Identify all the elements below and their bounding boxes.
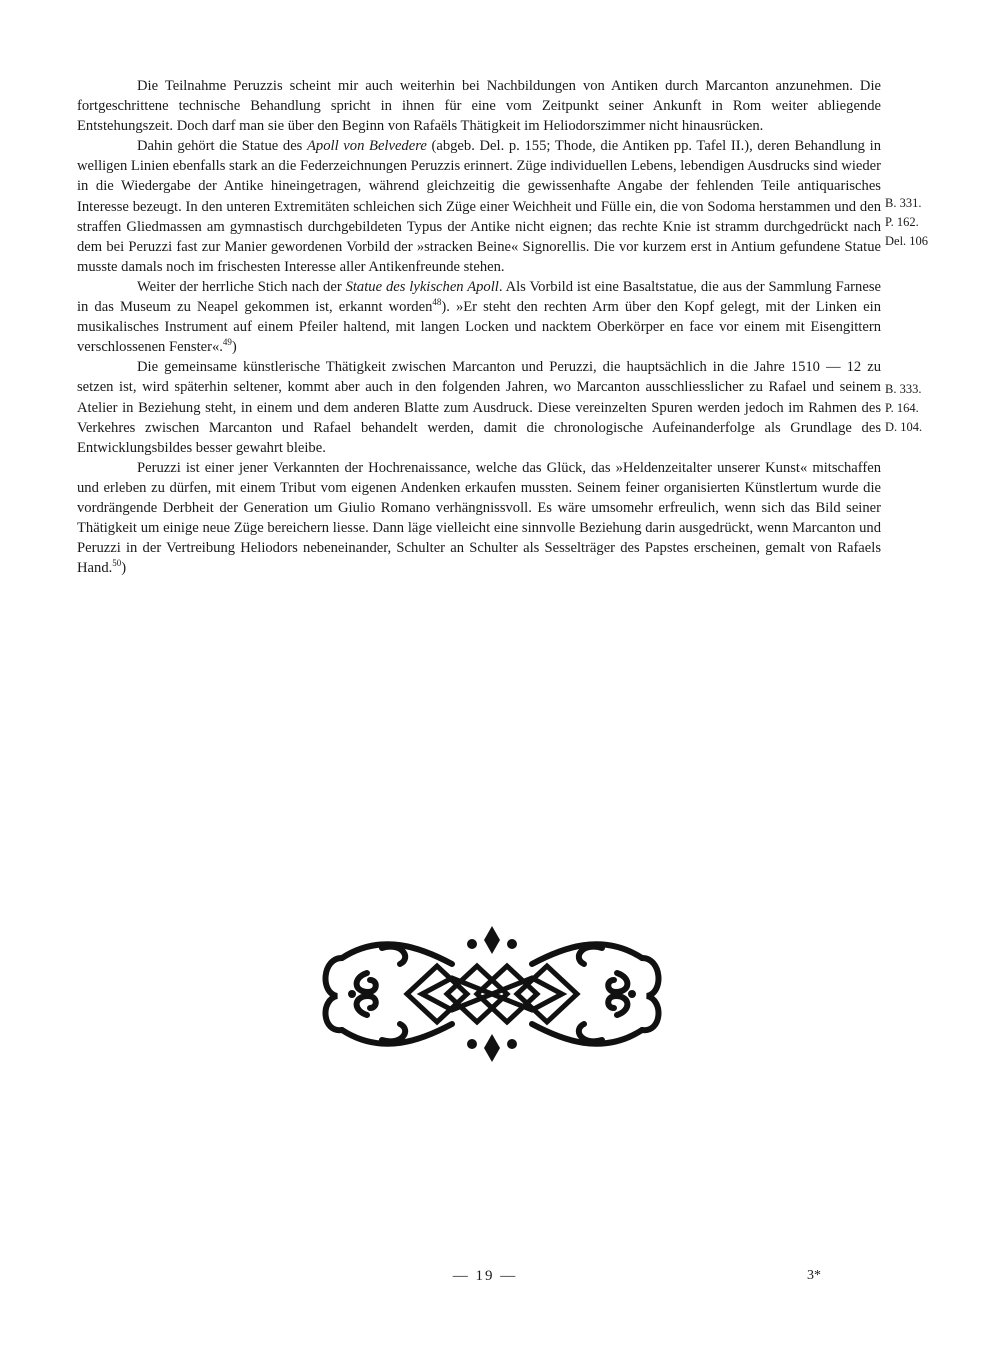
artwork-title-lykischer-apoll: Statue des lykischen Apoll [345,278,499,295]
margin-ref-line: P. 164. [885,401,919,415]
paragraph-1: Die Teilnahme Peruzzis scheint mir auch weiterhin bei Nachbildungen von Antiken durch Marcanton anzunehmen. Die fortgeschrittene technische Behandlung spricht in ihnen für eine vom Zeitpunkt seiner Ankunft in Rom weiter abliegende Entstehungszeit. Doch darf man sie über den Beginn von Rafaëls Thätigkeit im Heliodorszimmer nicht hinausrücken. [77,78,881,135]
paragraph-2-text-a: Dahin gehört die Statue des [137,138,308,155]
margin-ref-line: Del. 106 [885,234,929,248]
paragraph-5 [77,458,881,579]
margin-ref-line: B. 331. [885,196,922,210]
margin-ref-line: B. 333. [885,382,922,396]
paragraph-5-text-b: ) [121,560,127,577]
page-number: — 19 — [452,1268,518,1284]
paragraph-3-text-d: ) [231,339,237,356]
body-text [77,76,881,578]
paragraph-3-text-c: ). »Er steht den rechten Arm über den Kopf gelegt, mit der Linken ein musikalisches Instrument auf einem Pfeiler haltend, mit langen Locken und nacktem Oberkörper en face vor einem mit Eisengittern verschlossenen Fenster«. [77,299,882,356]
paragraph-5-text-a: Peruzzi ist einer jener Verkannten der Hochrenaissance, welche das Glück, das »Heldenzeitalter unserer Kunst« mitschaffen und erleben zu dürfen, mit einem Tribut vom eigenen Andenken erkaufen mussten. Seinem feiner organisierten Künstlertum wurde die vordrängende Derbheit der Generation um Giulio Romano verhängnissvoll. Es wäre umsomehr erfreulich, wenn sich das Bild seiner Thätigkeit um einige neue Züge bereichern liesse. Dann läge vielleicht eine sinnvolle Beziehung darin ausgedrückt, wenn Marcanton und Peruzzi in der Vertreibung Heliodors nebeneinander, Schulter an Schulter als Sesselträger des Papstes erscheinen, gemalt von Rafaels Hand. [77,459,881,577]
footnote-ref-48: 48 [432,297,442,308]
paragraph-2 [77,136,881,277]
margin-references-apoll-belvedere [885,194,928,251]
paragraph-3 [77,277,881,357]
margin-ref-line: D. 104. [885,420,923,434]
footnote-ref-49: 49 [222,337,232,348]
paragraph-3-text-b: . Als Vorbild ist eine Basaltstatue, die aus der Sammlung Farnese in das Museum zu Neapel gekommen ist, erkannt worden [77,278,881,316]
artwork-title-apoll-belvedere: Apoll von Belvedere [307,138,427,155]
paragraph-3-text-a: Weiter der herrliche Stich nach der [137,278,346,295]
paragraph-4: Die gemeinsame künstlerische Thätigkeit zwischen Marcanton und Peruzzi, die hauptsächlich in die Jahre 1510 — 12 zu setzen ist, wird späterhin seltener, kommt aber auch in den folgenden Jahren, wo Marcanton ausschliesslicher zu Rafael und seinem Atelier in Beziehung steht, in einem und dem anderen Blatte zum Ausdruck. Diese vereinzelten Spuren werden jedoch im Rahmen des Verkehres zwischen Marcanton und Rafael behandelt werden, damit die chronologische Aufeinanderfolge als Grundlage des Entwicklungsbildes besser gewahrt bleibe. [77,359,881,456]
signature-mark: 3* [807,1268,821,1283]
margin-ref-line: P. 162. [885,215,919,229]
margin-references-lykischer-apoll [885,380,922,437]
footnote-ref-50: 50 [112,558,122,569]
ornamental-vignette [312,918,672,1068]
paragraph-2-text-b: (abgeb. Del. p. 155; Thode, die Antiken pp. Tafel II.), deren Behandlung in welligen Linien ebenfalls stark an die Federzeichnungen Peruzzis erinnert. Züge individuellen Lebens, lebendigen Ausdrucks sind wieder in die Wiedergabe der Antike hineingetragen, während gleichzeitig die gewissenhafte Angabe der fehlenden Teile antiquarisches Interesse bezeugt. In den unteren Extremitäten schleichen sich Züge einer Weichheit und Fülle ein, die von Sodoma herstammen und den straffen Gliedmassen am gymnastisch durchgebildeten Typus der Antike nicht eignen; das rechte Knie ist stramm durchgedrückt nach dem bei Peruzzi fast zur Manier gewordenen Vorbild der »stracken Beine« Signorellis. Die vor kurzem erst in Antium gefundene Statue musste damals noch im frischesten Interesse aller Antikenfreunde stehen. [77,138,881,275]
